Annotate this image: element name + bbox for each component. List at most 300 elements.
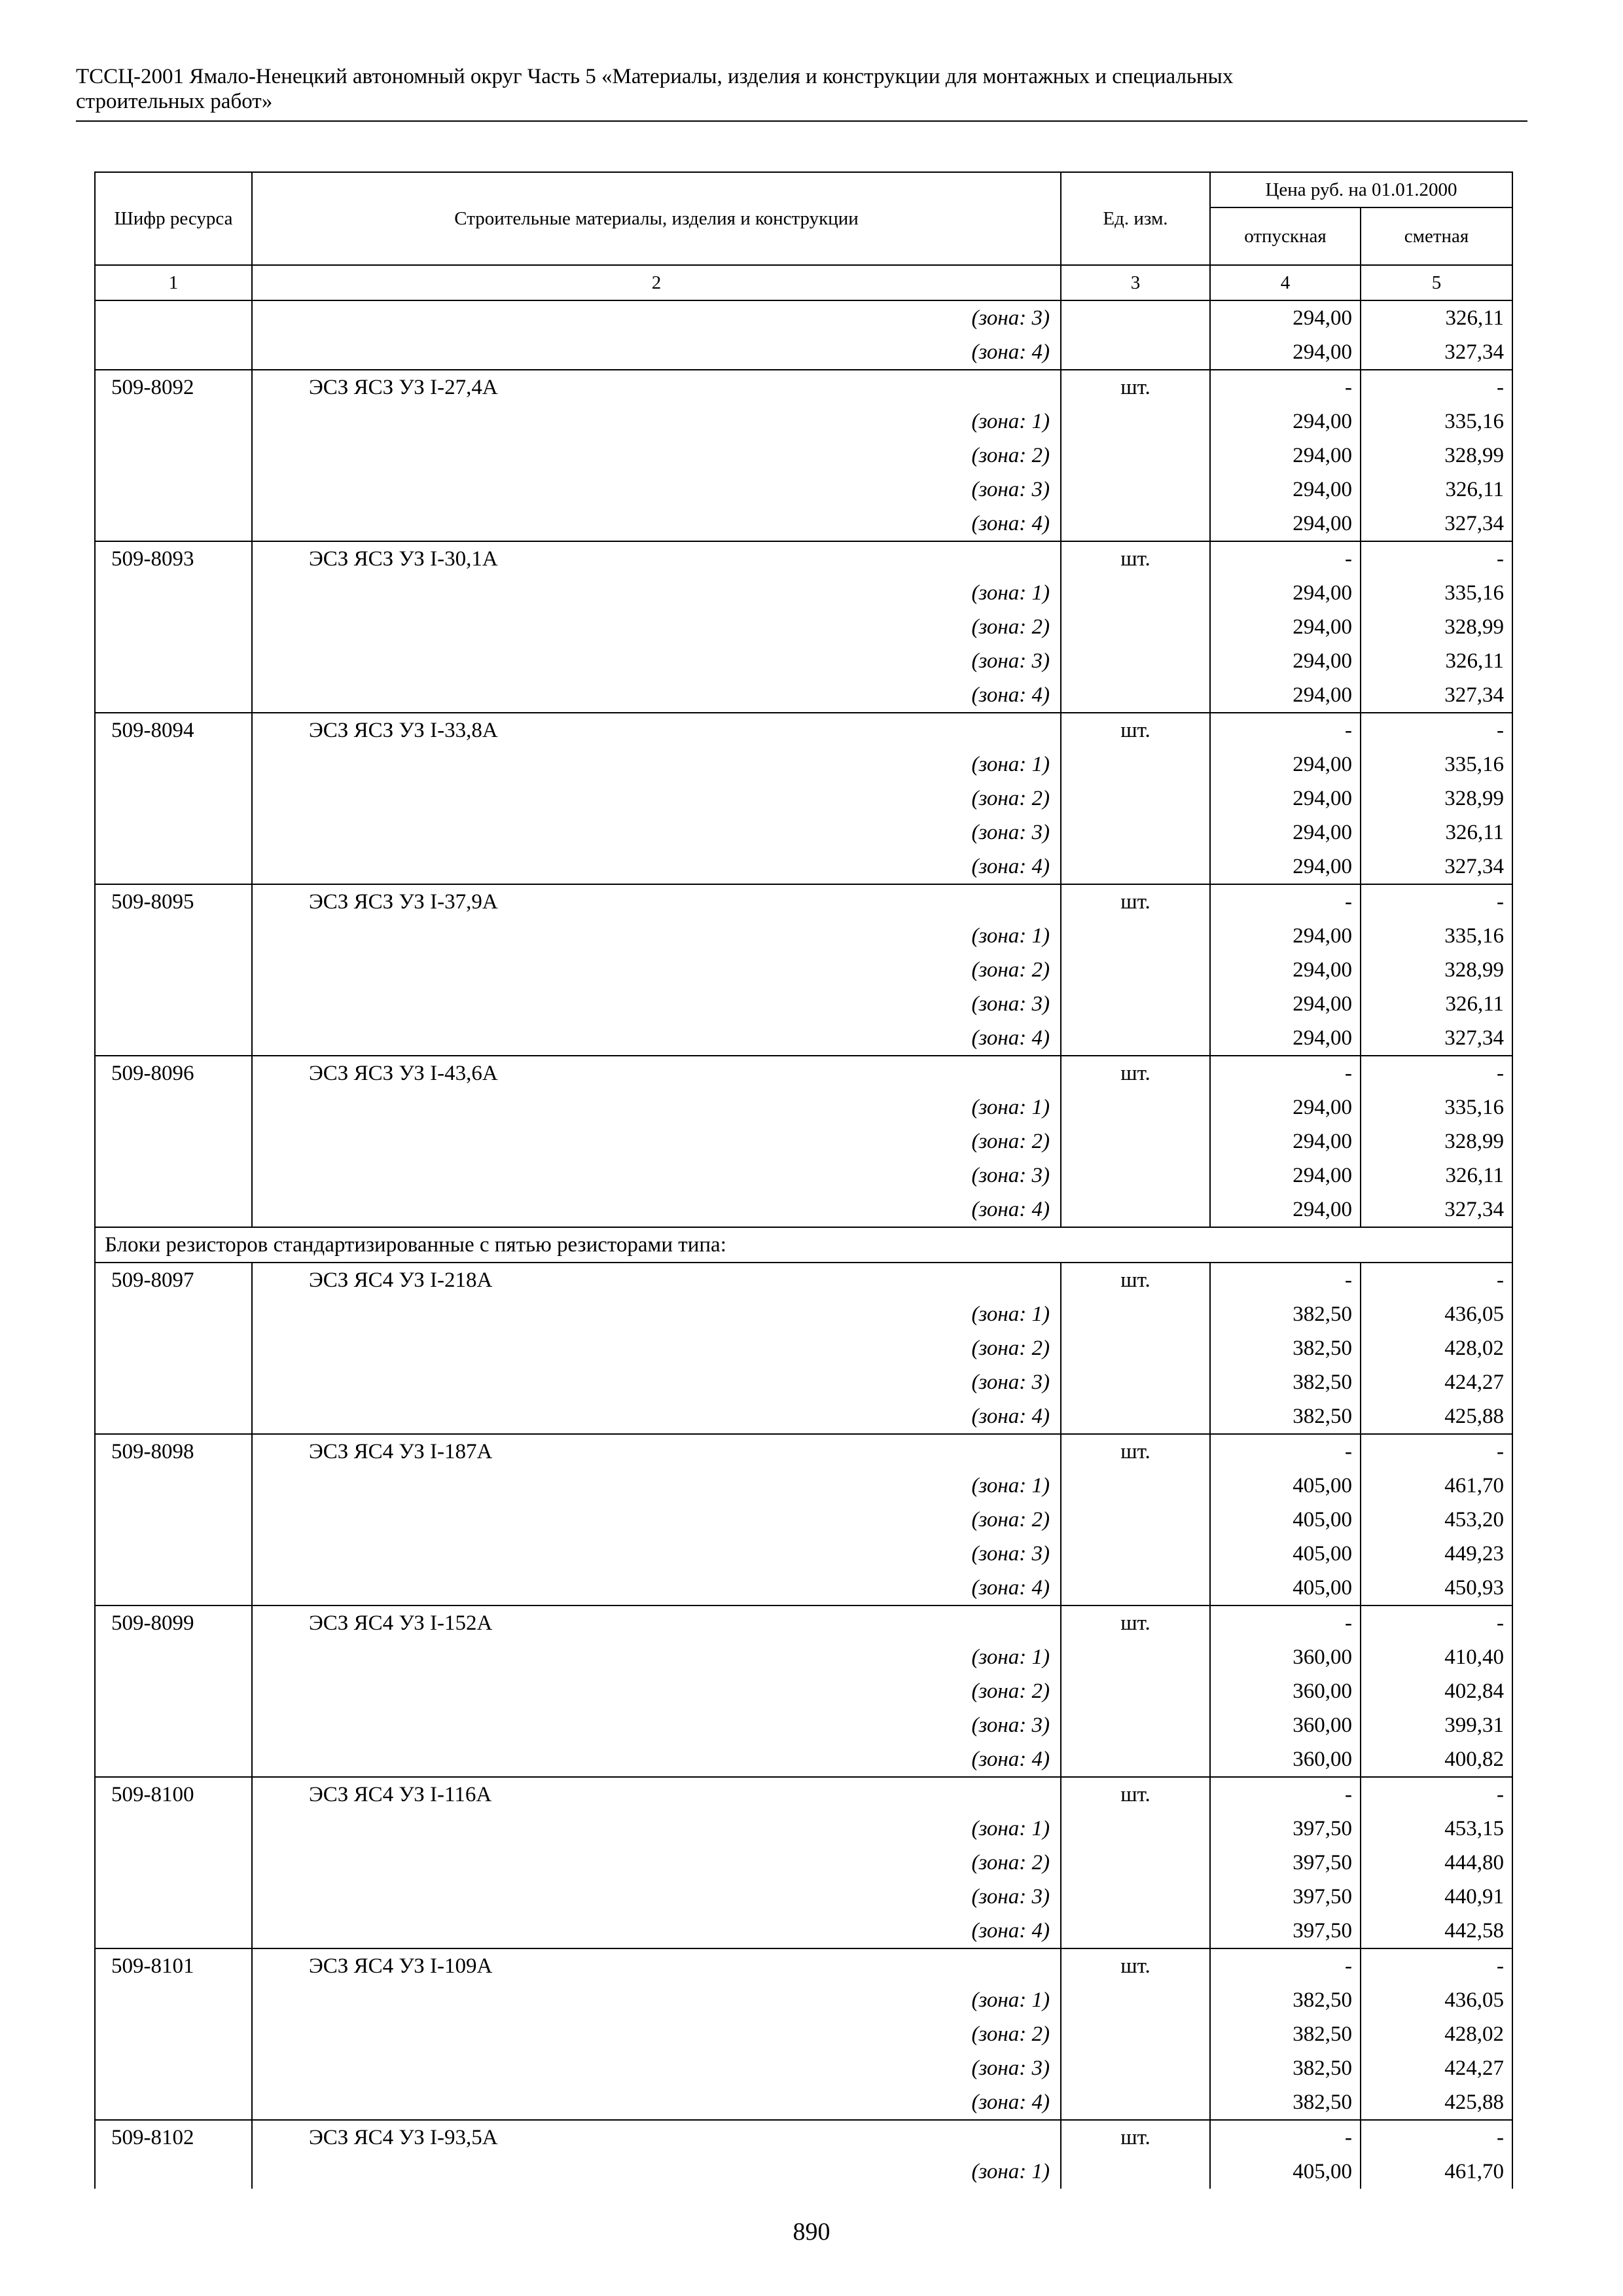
- unit-cell-empty: [1061, 1640, 1210, 1674]
- resource-code: 509-8099: [95, 1605, 252, 1640]
- estimate-price: 453,20: [1361, 1503, 1512, 1537]
- zone-row: [95, 1365, 1512, 1399]
- item-row: [95, 1263, 1512, 1297]
- unit-cell-empty: [1061, 335, 1210, 370]
- release-price: -: [1210, 1605, 1361, 1640]
- zone-label: (зона: 2): [252, 1846, 1061, 1880]
- zone-row: [95, 850, 1512, 884]
- release-price: 294,00: [1210, 919, 1361, 953]
- unit-cell: шт.: [1061, 1948, 1210, 1983]
- resource-code: 509-8096: [95, 1056, 252, 1090]
- resource-code: 509-8100: [95, 1777, 252, 1812]
- resource-code-empty: [95, 1021, 252, 1056]
- zone-label: (зона: 3): [252, 1537, 1061, 1571]
- release-price: 397,50: [1210, 1914, 1361, 1948]
- release-price: -: [1210, 1056, 1361, 1090]
- unit-cell-empty: [1061, 1469, 1210, 1503]
- estimate-price: 410,40: [1361, 1640, 1512, 1674]
- unit-cell-empty: [1061, 644, 1210, 678]
- item-row: [95, 713, 1512, 747]
- estimate-price: 335,16: [1361, 404, 1512, 439]
- unit-cell-empty: [1061, 576, 1210, 610]
- unit-cell: шт.: [1061, 1777, 1210, 1812]
- price-table: [94, 171, 1513, 2189]
- release-price: -: [1210, 2120, 1361, 2155]
- zone-row: [95, 1331, 1512, 1365]
- header-materials: Строительные материалы, изделия и конструкции: [252, 172, 1061, 265]
- estimate-price: 450,93: [1361, 1571, 1512, 1605]
- zone-row: [95, 1914, 1512, 1948]
- resource-code-empty: [95, 507, 252, 541]
- estimate-price: -: [1361, 541, 1512, 576]
- item-row: [95, 2120, 1512, 2155]
- zone-label: (зона: 1): [252, 919, 1061, 953]
- estimate-price: 425,88: [1361, 1399, 1512, 1434]
- resource-code-empty: [95, 850, 252, 884]
- zone-label: (зона: 2): [252, 2017, 1061, 2051]
- resource-code: 509-8094: [95, 713, 252, 747]
- unit-cell-empty: [1061, 1983, 1210, 2017]
- unit-cell-empty: [1061, 919, 1210, 953]
- unit-cell-empty: [1061, 987, 1210, 1021]
- estimate-price: 335,16: [1361, 747, 1512, 781]
- material-name: ЭСЗ ЯС4 УЗ I-218А: [252, 1263, 1061, 1297]
- zone-label: (зона: 4): [252, 1021, 1061, 1056]
- zone-row: [95, 816, 1512, 850]
- resource-code-empty: [95, 1297, 252, 1331]
- estimate-price: -: [1361, 1263, 1512, 1297]
- zone-label: (зона: 1): [252, 2155, 1061, 2189]
- zone-row: [95, 2085, 1512, 2120]
- zone-label: (зона: 3): [252, 816, 1061, 850]
- resource-code-empty: [95, 1124, 252, 1158]
- unit-cell-empty: [1061, 1399, 1210, 1434]
- zone-row: [95, 576, 1512, 610]
- group-row: [95, 1227, 1512, 1263]
- release-price: 405,00: [1210, 1537, 1361, 1571]
- estimate-price: 440,91: [1361, 1880, 1512, 1914]
- release-price: -: [1210, 1777, 1361, 1812]
- zone-label: (зона: 1): [252, 1090, 1061, 1124]
- zone-row: [95, 1708, 1512, 1742]
- estimate-price: 428,02: [1361, 2017, 1512, 2051]
- zone-row: [95, 404, 1512, 439]
- resource-code-empty: [95, 1537, 252, 1571]
- zone-row: [95, 439, 1512, 473]
- item-row: [95, 1605, 1512, 1640]
- unit-cell-empty: [1061, 1812, 1210, 1846]
- estimate-price: 328,99: [1361, 1124, 1512, 1158]
- material-name: ЭСЗ ЯСЗ УЗ I-37,9А: [252, 884, 1061, 919]
- zone-row: [95, 1846, 1512, 1880]
- zone-row: [95, 1674, 1512, 1708]
- item-row: [95, 1056, 1512, 1090]
- unit-cell-empty: [1061, 1124, 1210, 1158]
- estimate-price: 328,99: [1361, 781, 1512, 816]
- unit-cell-empty: [1061, 1331, 1210, 1365]
- release-price: 294,00: [1210, 816, 1361, 850]
- estimate-price: -: [1361, 1056, 1512, 1090]
- estimate-price: 428,02: [1361, 1331, 1512, 1365]
- zone-row: [95, 1124, 1512, 1158]
- zone-row: [95, 1983, 1512, 2017]
- material-name: ЭСЗ ЯСЗ УЗ I-27,4А: [252, 370, 1061, 404]
- resource-code-empty: [95, 1365, 252, 1399]
- zone-label: (зона: 3): [252, 1365, 1061, 1399]
- unit-cell-empty: [1061, 439, 1210, 473]
- resource-code-empty: [95, 1742, 252, 1777]
- zone-label: (зона: 2): [252, 781, 1061, 816]
- unit-cell-empty: [1061, 816, 1210, 850]
- unit-cell: шт.: [1061, 884, 1210, 919]
- zone-row: [95, 1090, 1512, 1124]
- estimate-price: 425,88: [1361, 2085, 1512, 2120]
- zone-label: (зона: 4): [252, 850, 1061, 884]
- unit-cell-empty: [1061, 300, 1210, 335]
- release-price: 294,00: [1210, 1021, 1361, 1056]
- release-price: 397,50: [1210, 1880, 1361, 1914]
- release-price: -: [1210, 1948, 1361, 1983]
- resource-code-empty: [95, 1503, 252, 1537]
- unit-cell: шт.: [1061, 370, 1210, 404]
- resource-code-empty: [95, 1640, 252, 1674]
- zone-label: (зона: 2): [252, 1503, 1061, 1537]
- material-name: ЭСЗ ЯСЗ УЗ I-33,8А: [252, 713, 1061, 747]
- estimate-price: 444,80: [1361, 1846, 1512, 1880]
- unit-cell-empty: [1061, 678, 1210, 713]
- zone-row: [95, 610, 1512, 644]
- estimate-price: 327,34: [1361, 850, 1512, 884]
- release-price: 294,00: [1210, 747, 1361, 781]
- resource-code-empty: [95, 987, 252, 1021]
- unit-cell-empty: [1061, 1503, 1210, 1537]
- zone-label: (зона: 2): [252, 1674, 1061, 1708]
- release-price: 405,00: [1210, 1503, 1361, 1537]
- resource-code-empty: [95, 473, 252, 507]
- zone-label: (зона: 2): [252, 953, 1061, 987]
- zone-label: (зона: 4): [252, 1914, 1061, 1948]
- zone-row: [95, 1193, 1512, 1227]
- zone-row: [95, 678, 1512, 713]
- estimate-price: 326,11: [1361, 816, 1512, 850]
- zone-label: (зона: 4): [252, 2085, 1061, 2120]
- header-price-group: Цена руб. на 01.01.2000: [1210, 172, 1512, 207]
- release-price: 405,00: [1210, 2155, 1361, 2189]
- unit-cell: шт.: [1061, 541, 1210, 576]
- release-price: 294,00: [1210, 335, 1361, 370]
- estimate-price: 449,23: [1361, 1537, 1512, 1571]
- estimate-price: -: [1361, 1605, 1512, 1640]
- zone-row: [95, 953, 1512, 987]
- unit-cell-empty: [1061, 1708, 1210, 1742]
- unit-cell-empty: [1061, 1158, 1210, 1193]
- resource-code: 509-8097: [95, 1263, 252, 1297]
- unit-cell-empty: [1061, 473, 1210, 507]
- unit-cell-empty: [1061, 781, 1210, 816]
- estimate-price: 461,70: [1361, 2155, 1512, 2189]
- release-price: 360,00: [1210, 1742, 1361, 1777]
- estimate-price: 402,84: [1361, 1674, 1512, 1708]
- zone-row: [95, 473, 1512, 507]
- release-price: 294,00: [1210, 953, 1361, 987]
- release-price: 294,00: [1210, 1193, 1361, 1227]
- zone-row: [95, 1503, 1512, 1537]
- unit-cell: шт.: [1061, 1605, 1210, 1640]
- zone-row: [95, 1880, 1512, 1914]
- unit-cell-empty: [1061, 1021, 1210, 1056]
- unit-cell-empty: [1061, 1914, 1210, 1948]
- resource-code-empty: [95, 1708, 252, 1742]
- estimate-price: 399,31: [1361, 1708, 1512, 1742]
- resource-code: 509-8092: [95, 370, 252, 404]
- resource-code-empty: [95, 1399, 252, 1434]
- estimate-price: 328,99: [1361, 610, 1512, 644]
- estimate-price: -: [1361, 1434, 1512, 1469]
- estimate-price: -: [1361, 370, 1512, 404]
- zone-label: (зона: 1): [252, 1640, 1061, 1674]
- zone-row: [95, 919, 1512, 953]
- resource-code-empty: [95, 1193, 252, 1227]
- release-price: 382,50: [1210, 2051, 1361, 2085]
- material-name: ЭСЗ ЯСЗ УЗ I-30,1А: [252, 541, 1061, 576]
- resource-code-empty: [95, 335, 252, 370]
- zone-label: (зона: 4): [252, 678, 1061, 713]
- zone-label: (зона: 1): [252, 1297, 1061, 1331]
- release-price: 294,00: [1210, 987, 1361, 1021]
- header-title-line1: ТССЦ-2001 Ямало-Ненецкий автономный округ Часть 5 «Материалы, изделия и конструкции для монтажных и специальных: [76, 65, 1234, 88]
- header-col-number: 1: [95, 265, 252, 300]
- resource-code-empty: [95, 1914, 252, 1948]
- estimate-price: 327,34: [1361, 1193, 1512, 1227]
- estimate-price: -: [1361, 1948, 1512, 1983]
- unit-cell-empty: [1061, 2017, 1210, 2051]
- release-price: 294,00: [1210, 644, 1361, 678]
- estimate-price: 326,11: [1361, 644, 1512, 678]
- release-price: 294,00: [1210, 1158, 1361, 1193]
- zone-row: [95, 1812, 1512, 1846]
- resource-code-empty: [95, 1880, 252, 1914]
- unit-cell-empty: [1061, 953, 1210, 987]
- release-price: 382,50: [1210, 1365, 1361, 1399]
- resource-code-empty: [95, 953, 252, 987]
- resource-code-empty: [95, 2017, 252, 2051]
- zone-label: (зона: 4): [252, 1193, 1061, 1227]
- zone-label: (зона: 3): [252, 1708, 1061, 1742]
- group-title: Блоки резисторов стандартизированные с пятью резисторами типа:: [95, 1227, 1512, 1263]
- unit-cell-empty: [1061, 1742, 1210, 1777]
- item-row: [95, 1434, 1512, 1469]
- material-name: ЭСЗ ЯС4 УЗ I-187А: [252, 1434, 1061, 1469]
- resource-code-empty: [95, 747, 252, 781]
- material-name: ЭСЗ ЯСЗ УЗ I-43,6А: [252, 1056, 1061, 1090]
- zone-label: (зона: 4): [252, 1742, 1061, 1777]
- unit-cell-empty: [1061, 1880, 1210, 1914]
- release-price: 382,50: [1210, 2017, 1361, 2051]
- estimate-price: 326,11: [1361, 1158, 1512, 1193]
- release-price: 294,00: [1210, 678, 1361, 713]
- resource-code: 509-8095: [95, 884, 252, 919]
- resource-code-empty: [95, 2085, 252, 2120]
- resource-code-empty: [95, 1090, 252, 1124]
- zone-row: [95, 1742, 1512, 1777]
- zone-row: [95, 747, 1512, 781]
- estimate-price: -: [1361, 713, 1512, 747]
- resource-code-empty: [95, 404, 252, 439]
- estimate-price: -: [1361, 2120, 1512, 2155]
- unit-cell-empty: [1061, 850, 1210, 884]
- page-header: [76, 64, 1529, 114]
- table-head: [95, 172, 1512, 300]
- unit-cell: шт.: [1061, 1056, 1210, 1090]
- release-price: 382,50: [1210, 1399, 1361, 1434]
- header-col-number: 5: [1361, 265, 1512, 300]
- estimate-price: 335,16: [1361, 576, 1512, 610]
- resource-code-empty: [95, 1331, 252, 1365]
- estimate-price: 335,16: [1361, 919, 1512, 953]
- resource-code-empty: [95, 610, 252, 644]
- zone-row: [95, 1158, 1512, 1193]
- estimate-price: 327,34: [1361, 507, 1512, 541]
- release-price: -: [1210, 713, 1361, 747]
- estimate-price: -: [1361, 1777, 1512, 1812]
- zone-row: [95, 1640, 1512, 1674]
- zone-label: (зона: 1): [252, 747, 1061, 781]
- material-name: ЭСЗ ЯС4 УЗ I-116А: [252, 1777, 1061, 1812]
- zone-label: (зона: 4): [252, 335, 1061, 370]
- release-price: 294,00: [1210, 1124, 1361, 1158]
- resource-code-empty: [95, 1571, 252, 1605]
- zone-label: (зона: 1): [252, 576, 1061, 610]
- table-body: [95, 300, 1512, 2189]
- estimate-price: 453,15: [1361, 1812, 1512, 1846]
- zone-label: (зона: 4): [252, 507, 1061, 541]
- estimate-price: 326,11: [1361, 473, 1512, 507]
- estimate-price: 327,34: [1361, 335, 1512, 370]
- zone-row: [95, 644, 1512, 678]
- resource-code-empty: [95, 1469, 252, 1503]
- estimate-price: 442,58: [1361, 1914, 1512, 1948]
- zone-label: (зона: 3): [252, 987, 1061, 1021]
- material-name: ЭСЗ ЯС4 УЗ I-93,5А: [252, 2120, 1061, 2155]
- resource-code-empty: [95, 576, 252, 610]
- page-number: 890: [793, 2218, 830, 2246]
- zone-row: [95, 335, 1512, 370]
- unit-cell: шт.: [1061, 713, 1210, 747]
- zone-label: (зона: 3): [252, 644, 1061, 678]
- release-price: 294,00: [1210, 850, 1361, 884]
- release-price: 382,50: [1210, 1331, 1361, 1365]
- release-price: 294,00: [1210, 300, 1361, 335]
- estimate-price: 400,82: [1361, 1742, 1512, 1777]
- zone-label: (зона: 3): [252, 473, 1061, 507]
- unit-cell-empty: [1061, 1846, 1210, 1880]
- zone-label: (зона: 1): [252, 404, 1061, 439]
- resource-code: 509-8098: [95, 1434, 252, 1469]
- estimate-price: 326,11: [1361, 300, 1512, 335]
- resource-code-empty: [95, 644, 252, 678]
- zone-label: (зона: 1): [252, 1469, 1061, 1503]
- header-unit: Ед. изм.: [1061, 172, 1210, 265]
- resource-code-empty: [95, 2155, 252, 2189]
- unit-cell-empty: [1061, 2085, 1210, 2120]
- resource-code-empty: [95, 816, 252, 850]
- release-price: -: [1210, 884, 1361, 919]
- zone-row: [95, 1469, 1512, 1503]
- unit-cell: шт.: [1061, 1434, 1210, 1469]
- estimate-price: 436,05: [1361, 1983, 1512, 2017]
- unit-cell-empty: [1061, 1571, 1210, 1605]
- zone-label: (зона: 1): [252, 1812, 1061, 1846]
- unit-cell-empty: [1061, 1674, 1210, 1708]
- resource-code-empty: [95, 300, 252, 335]
- item-row: [95, 1777, 1512, 1812]
- zone-row: [95, 1021, 1512, 1056]
- zone-label: (зона: 4): [252, 1399, 1061, 1434]
- item-row: [95, 370, 1512, 404]
- release-price: 382,50: [1210, 2085, 1361, 2120]
- resource-code-empty: [95, 678, 252, 713]
- header-col-number: 2: [252, 265, 1061, 300]
- zone-row: [95, 1297, 1512, 1331]
- zone-row: [95, 2017, 1512, 2051]
- estimate-price: 436,05: [1361, 1297, 1512, 1331]
- zone-label: (зона: 1): [252, 1983, 1061, 2017]
- resource-code-empty: [95, 1674, 252, 1708]
- release-price: 397,50: [1210, 1846, 1361, 1880]
- resource-code-empty: [95, 1158, 252, 1193]
- unit-cell-empty: [1061, 1090, 1210, 1124]
- item-row: [95, 541, 1512, 576]
- zone-row: [95, 507, 1512, 541]
- header-col-number: 4: [1210, 265, 1361, 300]
- zone-row: [95, 1399, 1512, 1434]
- zone-label: (зона: 3): [252, 1158, 1061, 1193]
- zone-row: [95, 300, 1512, 335]
- release-price: 294,00: [1210, 473, 1361, 507]
- release-price: 405,00: [1210, 1571, 1361, 1605]
- resource-code-empty: [95, 439, 252, 473]
- estimate-price: 327,34: [1361, 678, 1512, 713]
- estimate-price: 328,99: [1361, 953, 1512, 987]
- zone-label: (зона: 2): [252, 1124, 1061, 1158]
- estimate-price: 326,11: [1361, 987, 1512, 1021]
- release-price: 405,00: [1210, 1469, 1361, 1503]
- header-col-number: 3: [1061, 265, 1210, 300]
- estimate-price: 424,27: [1361, 2051, 1512, 2085]
- zone-label: (зона: 3): [252, 1880, 1061, 1914]
- unit-cell-empty: [1061, 610, 1210, 644]
- release-price: -: [1210, 1434, 1361, 1469]
- release-price: 294,00: [1210, 781, 1361, 816]
- estimate-price: 424,27: [1361, 1365, 1512, 1399]
- release-price: 294,00: [1210, 1090, 1361, 1124]
- zone-label: (зона: 4): [252, 1571, 1061, 1605]
- header-rule: [76, 120, 1527, 122]
- header-title-line2: строительных работ»: [76, 90, 273, 113]
- release-price: 382,50: [1210, 1983, 1361, 2017]
- zone-label: (зона: 3): [252, 2051, 1061, 2085]
- unit-cell-empty: [1061, 1365, 1210, 1399]
- header-resource-code: Шифр ресурса: [95, 172, 252, 265]
- release-price: 294,00: [1210, 404, 1361, 439]
- release-price: 294,00: [1210, 576, 1361, 610]
- item-row: [95, 884, 1512, 919]
- release-price: -: [1210, 1263, 1361, 1297]
- zone-label: (зона: 2): [252, 439, 1061, 473]
- estimate-price: 461,70: [1361, 1469, 1512, 1503]
- unit-cell: шт.: [1061, 1263, 1210, 1297]
- resource-code: 509-8101: [95, 1948, 252, 1983]
